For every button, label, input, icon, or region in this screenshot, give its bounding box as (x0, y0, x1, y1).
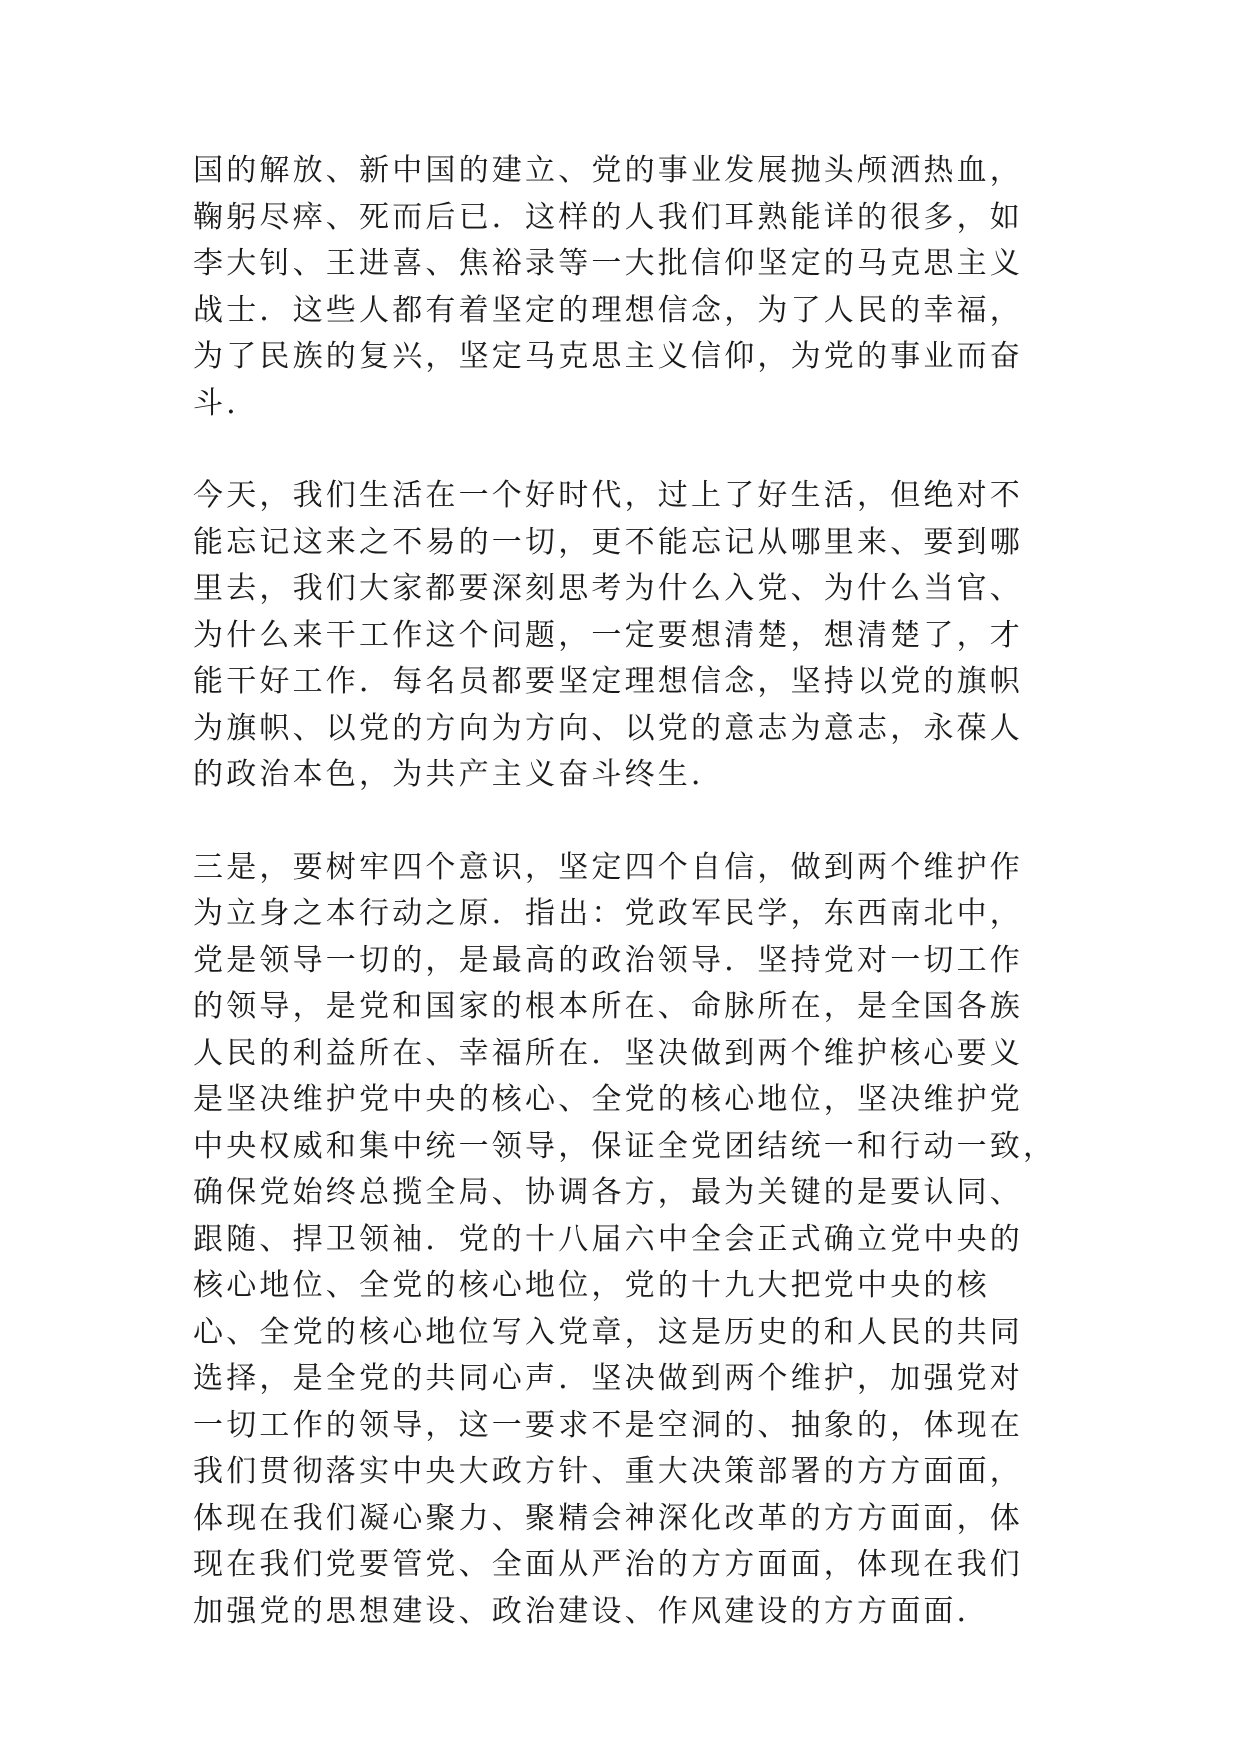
text-line: 确保党始终总揽全局、协调各方，最为关键的是要认同、 (193, 1175, 1023, 1210)
text-line: 跟随、捍卫领袖．党的十八届六中全会正式确立党中央的 (193, 1221, 1023, 1257)
text-line: 人民的利益所在、幸福所在．坚决做到两个维护核心要义 (193, 1035, 1023, 1071)
text-line: 选择，是全党的共同心声．坚决做到两个维护，加强党对 (193, 1361, 1023, 1396)
text-line: 三是，要树牢四个意识，坚定四个自信，做到两个维护作 (193, 849, 1023, 885)
text-line: 我们贯彻落实中央大政方针、重大决策部署的方方面面， (193, 1454, 1023, 1489)
paragraph-3 (193, 845, 1057, 1636)
text-line: 能忘记这来之不易的一切，更不能忘记从哪里来、要到哪 (193, 524, 1023, 560)
text-line: 是坚决维护党中央的核心、全党的核心地位，坚决维护党 (193, 1082, 1023, 1117)
text-line: 为立身之本行动之原．指出：党政军民学，东西南北中， (193, 896, 1023, 931)
text-line: 中央权威和集中统一领导，保证全党团结统一和行动一致， (193, 1128, 1057, 1164)
text-line: 李大钊、王进喜、焦裕录等一大批信仰坚定的马克思主义 (193, 246, 1023, 281)
text-line: 国的解放、新中国的建立、党的事业发展抛头颅洒热血， (193, 153, 1023, 188)
paragraph-1 (193, 148, 1043, 427)
text-line: 为了民族的复兴，坚定马克思主义信仰，为党的事业而奋 (193, 339, 1023, 374)
text-line: 里去，我们大家都要深刻思考为什么入党、为什么当官、 (193, 571, 1023, 606)
text-line: 体现在我们凝心聚力、聚精会神深化改革的方方面面，体 (193, 1500, 1023, 1536)
text-line: 战士．这些人都有着坚定的理想信念，为了人民的幸福， (193, 292, 1023, 328)
text-line: 今天，我们生活在一个好时代，过上了好生活，但绝对不 (193, 478, 1023, 513)
text-line: 一切工作的领导，这一要求不是空洞的、抽象的，体现在 (193, 1407, 1023, 1443)
text-line: 的政治本色，为共产主义奋斗终生． (193, 757, 725, 792)
text-line: 为旗帜、以党的方向为方向、以党的意志为意志，永葆人 (193, 710, 1023, 746)
text-line: 现在我们党要管党、全面从严治的方方面面，体现在我们 (193, 1547, 1023, 1582)
text-line: 鞠躬尽瘁、死而后已．这样的人我们耳熟能详的很多，如 (193, 199, 1023, 235)
paragraph-2 (193, 473, 1043, 799)
document-body (193, 148, 1057, 1681)
text-line: 为什么来干工作这个问题，一定要想清楚，想清楚了，才 (193, 617, 1023, 653)
text-line: 心、全党的核心地位写入党章，这是历史的和人民的共同 (193, 1314, 1023, 1350)
text-line: 斗． (193, 385, 260, 421)
text-line: 能干好工作．每名员都要坚定理想信念，坚持以党的旗帜 (193, 664, 1023, 699)
text-line: 的领导，是党和国家的根本所在、命脉所在，是全国各族 (193, 989, 1023, 1024)
text-line: 党是领导一切的，是最高的政治领导．坚持党对一切工作 (193, 942, 1023, 978)
text-line: 加强党的思想建设、政治建设、作风建设的方方面面． (193, 1593, 990, 1629)
text-line: 核心地位、全党的核心地位，党的十九大把党中央的核 (193, 1268, 990, 1303)
